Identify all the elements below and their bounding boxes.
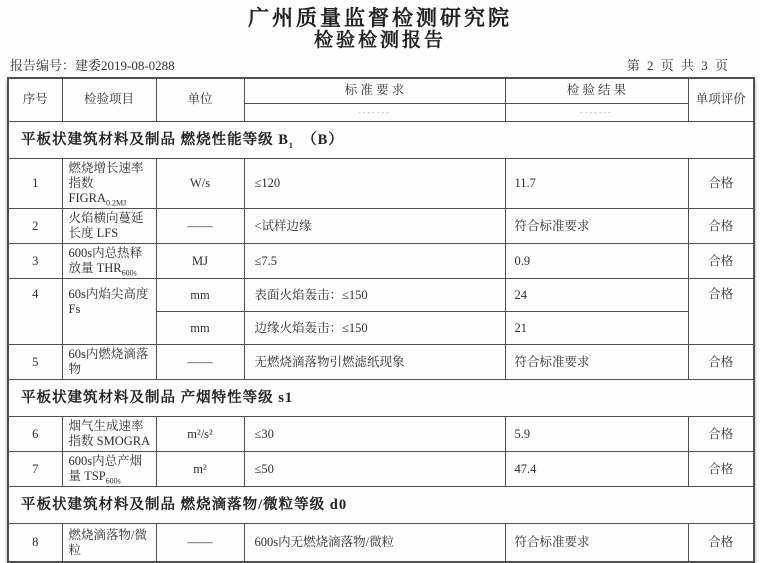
evaluation-cell: 合格 (688, 524, 754, 562)
item-cell: 烟气生成速率指数 SMOGRA (62, 417, 156, 452)
section-title-subscript: 1 (288, 141, 294, 151)
item-cell (62, 244, 156, 279)
evaluation-cell: 合格 (688, 279, 754, 345)
evaluation-cell: 合格 (688, 345, 754, 380)
unit-cell: mm (156, 279, 244, 312)
column-header-result: 检 验 结 果 (505, 78, 688, 104)
unit-cell: MJ (156, 244, 244, 279)
item-cell: 火焰横向蔓延长度 LFS (62, 209, 156, 244)
standard-cell: 600s内无燃烧滴落物/微粒 (244, 524, 505, 562)
evaluation-cell: 合格 (688, 417, 754, 452)
item-cell (62, 159, 156, 209)
table-row (8, 452, 754, 487)
item-text: 燃烧增长速率指数 FIGRA (68, 161, 144, 206)
item-text: 600s内总产烟量 TSP (68, 454, 143, 484)
report-number: 报告编号：建委2019-08-0288 (10, 57, 175, 73)
table-row (8, 209, 754, 244)
section-header-row (8, 380, 754, 417)
standard-cell: 无燃烧滴落物引燃滤纸现象 (244, 345, 505, 380)
column-header-evaluation: 单项评价 (688, 78, 754, 122)
report-header (0, 0, 760, 52)
standard-subheader-dashes: ------- (244, 104, 505, 122)
item-cell: 60s内焰尖高度 Fs (62, 279, 156, 345)
result-cell: 符合标准要求 (505, 345, 688, 380)
column-header-standard: 标 准 要 求 (244, 78, 505, 104)
column-header-item: 检验项目 (62, 78, 156, 122)
column-header-unit: 单位 (156, 78, 244, 122)
section-title-b1 (8, 122, 754, 159)
serial-cell: 3 (8, 244, 62, 279)
item-subscript: 0.2MJ (106, 198, 127, 208)
unit-cell: —— (156, 524, 244, 562)
report-title: 检验检测报告 (313, 30, 446, 52)
serial-cell: 4 (8, 279, 62, 345)
evaluation-cell: 合格 (688, 452, 754, 487)
test-results-table (7, 77, 755, 563)
standard-cell: <试样边缘 (244, 209, 505, 244)
section-title-s1: 平板状建筑材料及制品 产烟特性等级 s1 (8, 380, 754, 417)
serial-cell: 7 (8, 452, 62, 487)
unit-cell: —— (156, 345, 244, 380)
serial-cell: 5 (8, 345, 62, 380)
item-cell: 燃烧滴落物/微粒 (62, 524, 156, 562)
section-header-row (8, 487, 754, 524)
section-title-d0: 平板状建筑材料及制品 燃烧滴落物/微粒等级 d0 (8, 487, 754, 524)
serial-cell: 2 (8, 209, 62, 244)
result-cell: 11.7 (505, 159, 688, 209)
section-title-text: 平板状建筑材料及制品 燃烧性能等级 B (21, 132, 289, 149)
unit-cell: W/s (156, 159, 244, 209)
standard-cell: 表面火焰轰击：≤150 (244, 279, 505, 312)
standard-cell: ≤50 (244, 452, 505, 487)
result-cell: 21 (505, 312, 688, 345)
table-row (8, 345, 754, 380)
section-title-suffix: （B） (293, 132, 344, 149)
table-row (8, 244, 754, 279)
table-row (8, 279, 754, 312)
standard-cell: ≤120 (244, 159, 505, 209)
section-header-row (8, 122, 754, 159)
evaluation-cell: 合格 (688, 209, 754, 244)
serial-cell: 1 (8, 159, 62, 209)
unit-cell: —— (156, 209, 244, 244)
table-header-row (8, 78, 754, 104)
org-title: 广州质量监督检测研究院 (248, 6, 512, 30)
result-cell: 47.4 (505, 452, 688, 487)
table-row (8, 159, 754, 209)
unit-cell: m² (156, 452, 244, 487)
serial-cell: 6 (8, 417, 62, 452)
page-indicator: 第 2 页 共 3 页 (626, 57, 730, 73)
result-cell: 符合标准要求 (505, 524, 688, 562)
result-cell: 符合标准要求 (505, 209, 688, 244)
item-subscript: 600s (121, 268, 137, 278)
standard-cell: ≤7.5 (244, 244, 505, 279)
serial-cell: 8 (8, 524, 62, 562)
evaluation-cell: 合格 (688, 244, 754, 279)
result-cell: 0.9 (505, 244, 688, 279)
unit-cell: m²/s² (156, 417, 244, 452)
item-subscript: 600s (105, 476, 121, 486)
result-subheader-dashes: ------- (505, 104, 688, 122)
item-text: 600s内总热释放量 THR (68, 246, 143, 276)
column-header-no: 序号 (8, 78, 62, 122)
result-cell: 5.9 (505, 417, 688, 452)
meta-row (0, 52, 760, 77)
evaluation-cell: 合格 (688, 159, 754, 209)
standard-cell: ≤30 (244, 417, 505, 452)
result-cell: 24 (505, 279, 688, 312)
unit-cell: mm (156, 312, 244, 345)
table-row (8, 524, 754, 562)
item-cell: 60s内燃烧滴落物 (62, 345, 156, 380)
table-row (8, 417, 754, 452)
standard-cell: 边缘火焰轰击：≤150 (244, 312, 505, 345)
item-cell (62, 452, 156, 487)
